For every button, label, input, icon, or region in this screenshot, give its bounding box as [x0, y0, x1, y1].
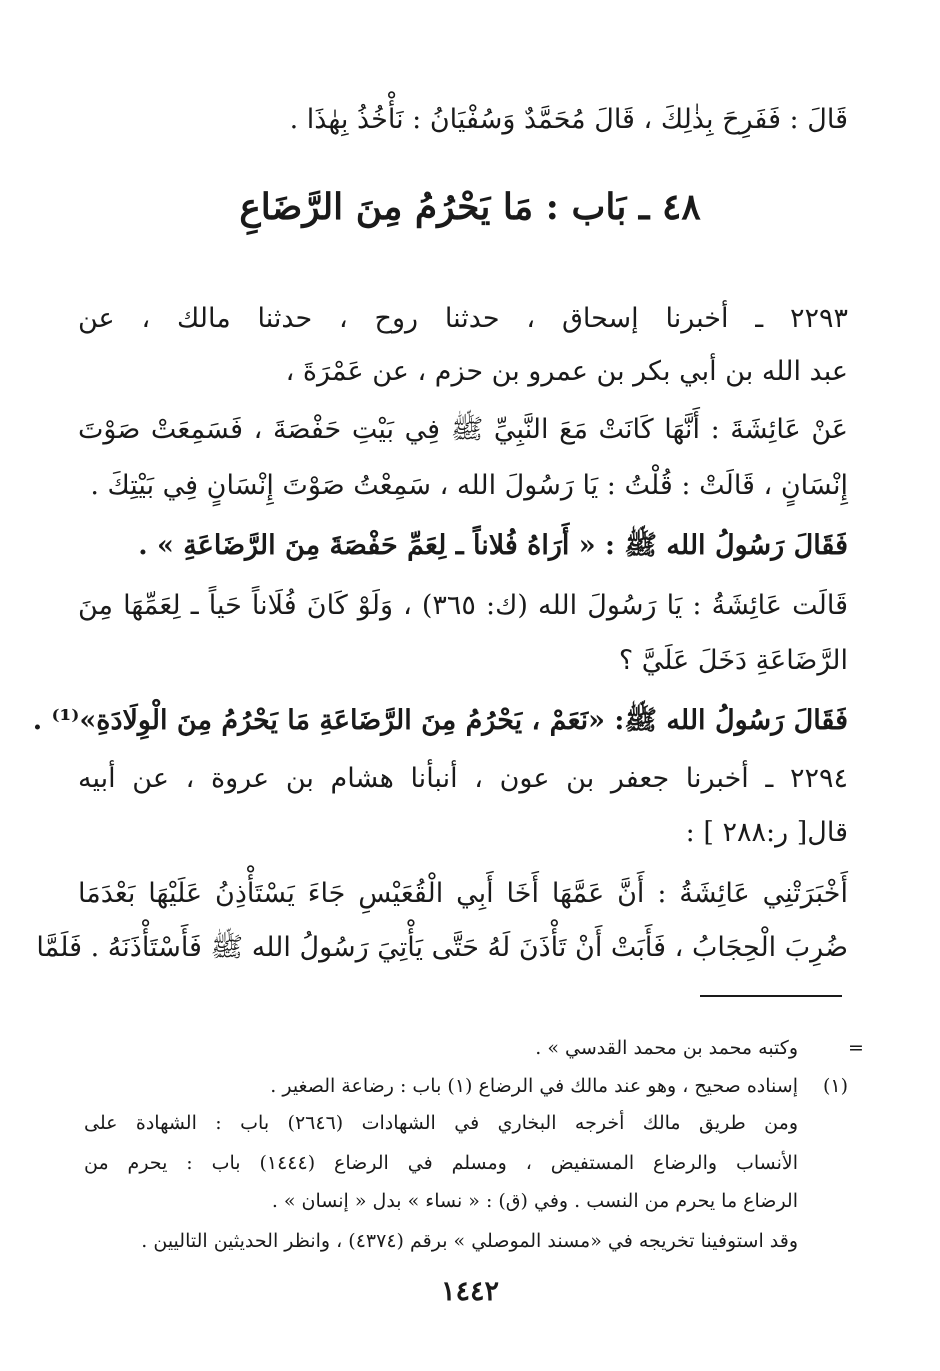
chapter-heading: ٤٨ ـ بَاب : مَا يَحْرُمُ مِنَ الرَّضَاعِ — [239, 186, 701, 228]
hadith-2294-chain: قال[ ر:٢٨٨ ] : — [685, 817, 848, 848]
page-number: ١٤٤٢ — [440, 1276, 499, 1307]
hadith-2293-chain: عبد الله بن أبي بكر بن عمرو بن حزم ، عن عَمْرَةَ ، — [285, 356, 848, 387]
hadith-2293-text-line: فَقَالَ رَسُولُ الله ﷺ: «نَعَمْ ، يَحْرُمُ مِنَ الرَّضَاعَةِ مَا يَحْرُمُ مِنَ الْوِلَادَةِ»⁽¹⁾ . — [32, 705, 848, 736]
hadith-2294-text-line: أَخْبَرَتْنِي عَائِشَةُ : أَنَّ عَمَّهَا أَخَا أَبِي الْقُعَيْسِ جَاءَ يَسْتَأْذِنُ عَلَيْهَا بَعْدَمَا — [78, 878, 848, 909]
footnote-line: إسناده صحيح ، وهو عند مالك في الرضاع (١) باب : رضاعة الصغير . — [270, 1075, 798, 1097]
hadith-2294-text-line: ضُرِبَ الْحِجَابُ ، فَأَبَتْ أَنْ تَأْذَنَ لَهُ حَتَّى يَأْتِيَ رَسُولُ الله ﷺ فَأَسْتَأْذَنَهُ . فَلَمَّا — [36, 932, 848, 963]
hadith-2293-text-line: فَقَالَ رَسُولُ الله ﷺ : « أَرَاهُ فُلاناً ـ لِعَمِّ حَفْصَةَ مِنَ الرَّضَاعَةِ » . — [138, 530, 848, 561]
footnote-number: (١) — [822, 1075, 848, 1097]
hadith-2293-text-line: عَنْ عَائِشَةَ : أَنَّهَا كَانَتْ مَعَ النَّبِيِّ ﷺ فِي بَيْتِ حَفْصَةَ ، فَسَمِعَتْ صَوْتَ — [78, 414, 848, 445]
hadith-2293-text-line: إِنْسَانٍ ، قَالَتْ : قُلْتُ : يَا رَسُولَ الله ، سَمِعْتُ صَوْتَ إِنْسَانٍ فِي بَيْتِكَ . — [90, 470, 848, 501]
footnote-line: ومن طريق مالك أخرجه البخاري في الشهادات (٢٦٤٦) باب : الشهادة على — [84, 1112, 798, 1134]
hadith-2293-text-line: قَالَت عَائِشَةُ : يَا رَسُولَ الله (ك: ٣٦٥) ، وَلَوْ كَانَ فُلَاناً حَياً ـ لِعَمِّهَا مِنَ — [78, 590, 848, 621]
hadith-2293-text-line: الرَّضَاعَةِ دَخَلَ عَلَيَّ ؟ — [618, 645, 848, 676]
footnote-line: الرضاع ما يحرم من النسب . وفي (ق) : « نساء » بدل « إنسان » . — [271, 1190, 798, 1212]
hadith-2293-header: ٢٢٩٣ ـ أخبرنا إسحاق ، حدثنا روح ، حدثنا مالك ، عن — [78, 303, 848, 334]
footnote-divider — [700, 995, 842, 997]
footnote-line: الأنساب والرضاع المستفيض ، ومسلم في الرضاع (١٤٤٤) باب : يحرم من — [84, 1152, 798, 1174]
footnote-line: وقد استوفينا تخريجه في «مسند الموصلي » برقم (٤٣٧٤) ، وانظر الحديثين التاليين . — [141, 1230, 798, 1252]
footnote-continuation: وكتبه محمد بن محمد القدسي » . — [535, 1037, 798, 1059]
hadith-2294-header: ٢٢٩٤ ـ أخبرنا جعفر بن عون ، أنبأنا هشام بن عروة ، عن أبيه — [78, 763, 848, 794]
footnote-continuation-mark: = — [848, 1037, 864, 1059]
intro-line: قَالَ : فَفَرِحَ بِذٰلِكَ ، قَالَ مُحَمَّدٌ وَسُفْيَانُ : نَأْخُذُ بِهٰذَا . — [289, 104, 848, 135]
